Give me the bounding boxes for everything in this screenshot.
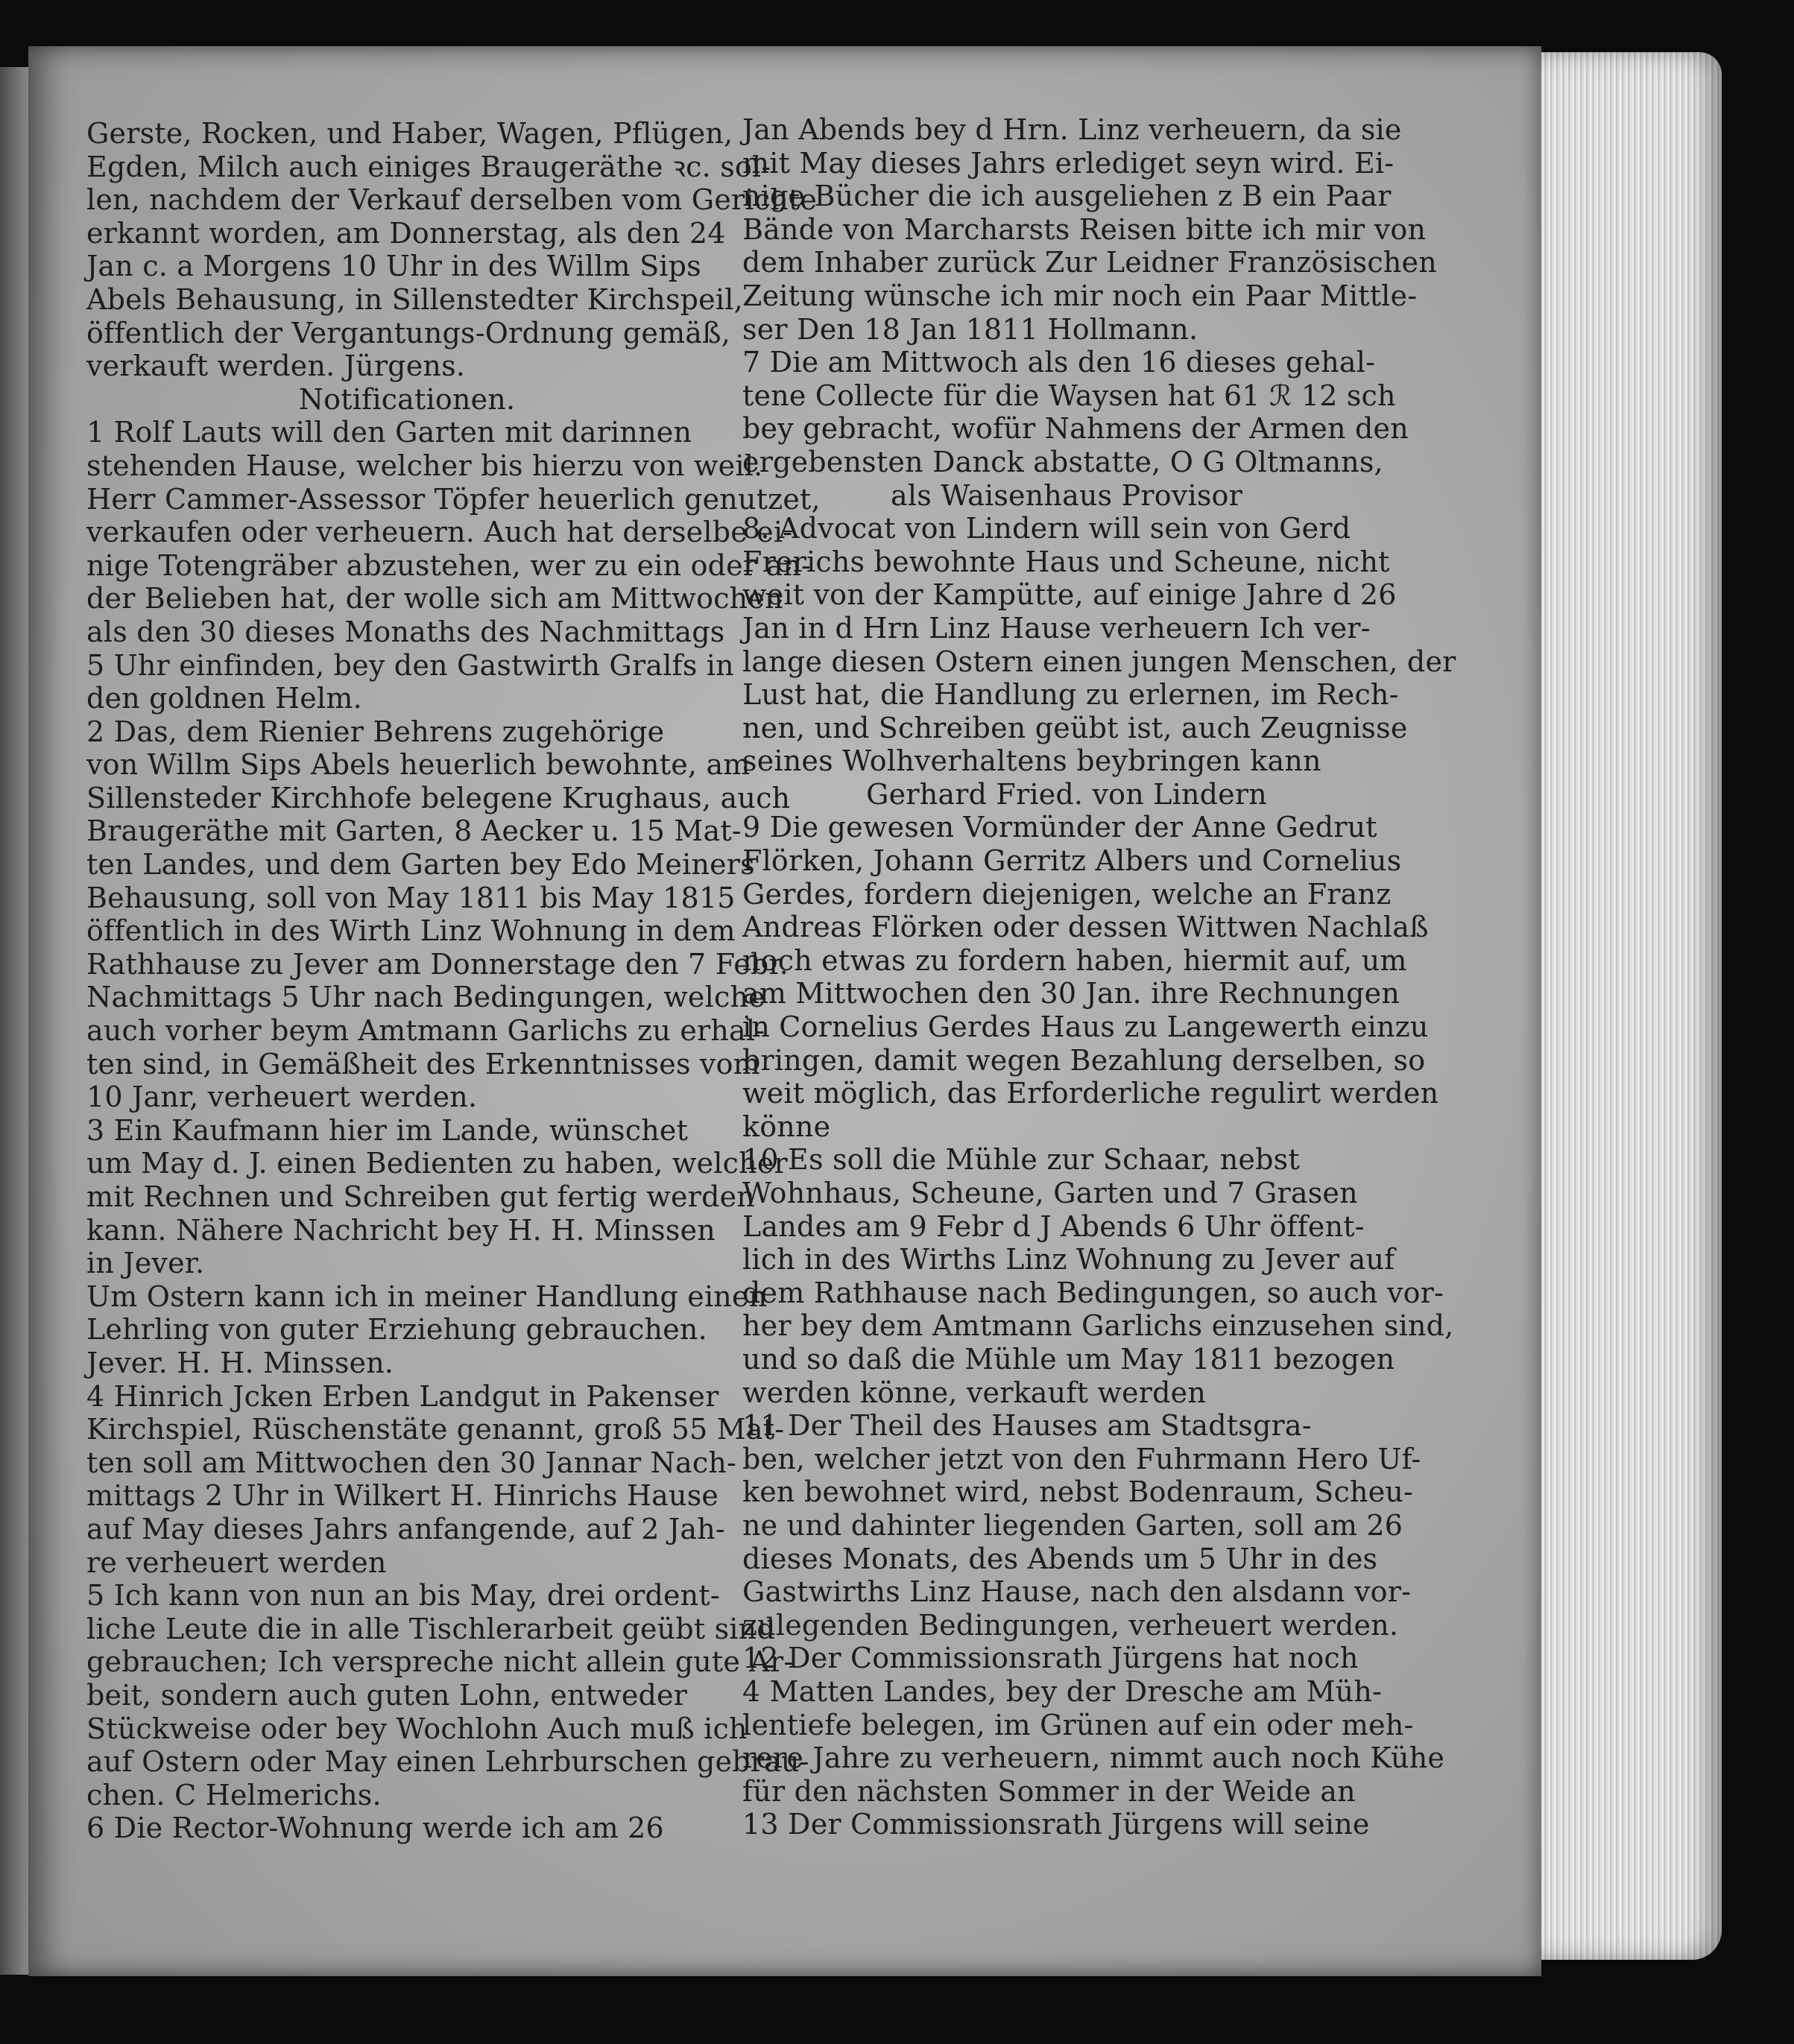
text-line: gebrauchen; Ich verspreche nicht allein gute Ar-: [86, 1645, 794, 1679]
text-line: für den nächsten Sommer in der Weide an: [742, 1774, 1356, 1808]
text-line: 11 Der Theil des Hauses am Stadtsgra-: [742, 1409, 1312, 1443]
text-line: Egden, Milch auch einiges Braugeräthe ꝛc. sol-: [86, 150, 771, 183]
text-line: Gerdes, fordern diejenigen, welche an Franz: [742, 877, 1392, 911]
text-line: weit von der Kampütte, auf einige Jahre d 26: [742, 578, 1397, 612]
text-line: Sillensteder Kirchhofe belegene Krughaus, auch: [86, 781, 791, 814]
text-line: 4 Hinrich Jcken Erben Landgut in Pakenser: [86, 1379, 719, 1413]
text-line: 12 Der Commissionsrath Jürgens hat noch: [742, 1642, 1359, 1675]
text-line: werden könne, verkauft werden: [742, 1376, 1207, 1409]
text-line: ne und dahinter liegenden Garten, soll am 26: [742, 1508, 1403, 1542]
text-line: 1 Rolf Lauts will den Garten mit darinnen: [86, 416, 692, 449]
text-line: noch etwas zu fordern haben, hiermit auf, um: [742, 943, 1407, 977]
text-line: 10 Janr, verheuert werden.: [86, 1080, 478, 1114]
text-line: bey gebracht, wofür Nahmens der Armen den: [742, 412, 1409, 446]
text-line: verkaufen oder verheuern. Auch hat derselbe ei-: [86, 516, 793, 549]
text-line: auf Ostern oder May einen Lehrburschen gebrau-: [86, 1745, 809, 1779]
text-line: 5 Uhr einfinden, bey den Gastwirth Gralfs in: [86, 648, 734, 682]
text-line: mittags 2 Uhr in Wilkert H. Hinrichs Hause: [86, 1479, 719, 1513]
text-line: Jan Abends bey d Hrn. Linz verheuern, da sie: [742, 113, 1402, 146]
text-line: 6 Die Rector-Wohnung werde ich am 26: [86, 1812, 664, 1845]
text-line: 4 Matten Landes, bey der Dresche am Müh-: [742, 1674, 1383, 1708]
text-line: tene Collecte für die Waysen hat 61 ℛ 12 sch: [742, 379, 1396, 412]
text-line: Lehrling von guter Erziehung gebrauchen.: [86, 1313, 707, 1347]
text-line: dem Rathhause nach Bedingungen, so auch vor-: [742, 1276, 1444, 1309]
text-line: Jan c. a Morgens 10 Uhr in des Willm Sips: [86, 250, 701, 283]
text-line: verkauft werden. Jürgens.: [86, 349, 466, 383]
text-line: chen. C Helmerichs.: [86, 1778, 382, 1812]
text-line: ser Den 18 Jan 1811 Hollmann.: [742, 312, 1198, 346]
text-line: 13 Der Commissionsrath Jürgens will seine: [742, 1808, 1370, 1841]
text-line: mit Rechnen und Schreiben gut fertig werden: [86, 1180, 755, 1213]
text-line: Frerichs bewohnte Haus und Scheune, nicht: [742, 545, 1390, 578]
text-line: in Jever.: [86, 1247, 205, 1280]
text-line: len, nachdem der Verkauf derselben vom Gerichte: [86, 183, 818, 217]
text-line: 10 Es soll die Mühle zur Schaar, nebst: [742, 1143, 1300, 1177]
text-line: am Mittwochen den 30 Jan. ihre Rechnungen: [742, 977, 1400, 1010]
text-line: 3 Ein Kaufmann hier im Lande, wünschet: [86, 1113, 689, 1147]
text-line: nige Bücher die ich ausgeliehen z B ein Paar: [742, 180, 1392, 213]
text-line: stehenden Hause, welcher bis hierzu von weil.: [86, 449, 763, 482]
text-line: Bände von Marcharsts Reisen bitte ich mir von: [742, 212, 1427, 246]
text-line: ten Landes, und dem Garten bey Edo Meiners: [86, 848, 755, 882]
text-line: Landes am 9 Febr d J Abends 6 Uhr öffent-: [742, 1209, 1365, 1243]
text-line: der Belieben hat, der wolle sich am Mittwochen: [86, 582, 783, 616]
text-line: dieses Monats, des Abends um 5 Uhr in des: [742, 1542, 1378, 1575]
text-line: Flörken, Johann Gerritz Albers und Cornelius: [742, 844, 1402, 878]
text-line: ergebensten Danck abstatte, O G Oltmanns,: [742, 445, 1383, 478]
text-line: ten soll am Mittwochen den 30 Jannar Nach-: [86, 1446, 737, 1479]
text-line: nige Totengräber abzustehen, wer zu ein oder an-: [86, 548, 812, 582]
text-line: Braugeräthe mit Garten, 8 Aecker u. 15 Mat-: [86, 814, 742, 848]
text-line: Jan in d Hrn Linz Hause verheuern Ich ver-: [742, 611, 1371, 645]
text-line: ten sind, in Gemäßheit des Erkenntnisses vom: [86, 1047, 760, 1080]
text-line: Andreas Flörken oder dessen Wittwen Nachlaß: [742, 911, 1429, 944]
text-line: Jever. H. H. Minssen.: [86, 1346, 394, 1379]
text-line: Notificationen.: [298, 382, 516, 416]
text-line: als den 30 dieses Monaths des Nachmittags: [86, 615, 725, 648]
text-line: lich in des Wirths Linz Wohnung zu Jever auf: [742, 1243, 1395, 1276]
text-line: auch vorher beym Amtmann Garlichs zu erhal-: [86, 1014, 765, 1048]
text-line: Nachmittags 5 Uhr nach Bedingungen, welche: [86, 981, 765, 1014]
text-line: 9 Die gewesen Vormünder der Anne Gedrut: [742, 811, 1377, 844]
text-line: öffentlich in des Wirth Linz Wohnung in dem: [86, 914, 736, 948]
text-line: Abels Behausung, in Sillenstedter Kirchspeil,: [86, 282, 743, 316]
text-line: Gastwirths Linz Hause, nach den alsdann vor-: [742, 1575, 1412, 1609]
text-line: als Waisenhaus Provisor: [891, 478, 1242, 512]
text-line: mit May dieses Jahrs erlediget seyn wird. Ei-: [742, 146, 1395, 180]
text-line: seines Wolhverhaltens beybringen kann: [742, 744, 1321, 778]
text-line: 5 Ich kann von nun an bis May, drei ordent-: [86, 1579, 720, 1613]
text-line: könne: [742, 1110, 831, 1143]
page-edges: [1535, 52, 1722, 1960]
text-line: Gerhard Fried. von Lindern: [866, 777, 1267, 811]
text-line: Herr Cammer-Assessor Töpfer heuerlich genutzet,: [86, 482, 821, 516]
text-line: öffentlich der Vergantungs-Ordnung gemäß,: [86, 316, 731, 349]
text-line: nen, und Schreiben geübt ist, auch Zeugnisse: [742, 711, 1408, 744]
text-line: 8. Advocat von Lindern will sein von Gerd: [742, 512, 1351, 545]
text-line: Gerste, Rocken, und Haber, Wagen, Pflügen,: [86, 117, 733, 150]
text-line: von Willm Sips Abels heuerlich bewohnte, am: [86, 748, 751, 782]
text-line: lentiefe belegen, im Grünen auf ein oder meh-: [742, 1708, 1414, 1741]
text-line: ben, welcher jetzt von den Fuhrmann Hero Uf-: [742, 1442, 1421, 1475]
text-line: Kirchspiel, Rüschenstäte genannt, groß 55 Mat-: [86, 1413, 785, 1446]
text-line: kann. Nähere Nachricht bey H. H. Minssen: [86, 1213, 716, 1247]
text-line: auf May dieses Jahrs anfangende, auf 2 Jah-: [86, 1512, 725, 1545]
text-line: Rathhause zu Jever am Donnerstage den 7 Febr.: [86, 947, 789, 981]
text-line: lange diesen Ostern einen jungen Menschen, der: [742, 645, 1456, 678]
text-line: um May d. J. einen Bedienten zu haben, welcher: [86, 1147, 788, 1180]
text-line: Zeitung wünsche ich mir noch ein Paar Mittle-: [742, 279, 1418, 312]
text-line: Stückweise oder bey Wochlohn Auch muß ich: [86, 1712, 748, 1745]
text-line: den goldnen Helm.: [86, 682, 362, 715]
text-line: re verheuert werden: [86, 1545, 387, 1579]
book-page: [28, 46, 1541, 1976]
text-line: bringen, damit wegen Bezahlung derselben, so: [742, 1043, 1426, 1077]
text-line: rere Jahre zu verheuern, nimmt auch noch Kühe: [742, 1741, 1445, 1775]
right-text-column: [742, 113, 1456, 1841]
text-line: 7 Die am Mittwoch als den 16 dieses gehal-: [742, 346, 1376, 379]
left-page-edge: [0, 67, 30, 1975]
text-line: Um Ostern kann ich in meiner Handlung einen: [86, 1279, 768, 1313]
text-line: beit, sondern auch guten Lohn, entweder: [86, 1678, 688, 1712]
text-line: liche Leute die in alle Tischlerarbeit geübt sind: [86, 1612, 775, 1645]
text-line: Wohnhaus, Scheune, Garten und 7 Grasen: [742, 1177, 1358, 1209]
text-line: weit möglich, das Erforderliche regulirt werden: [742, 1077, 1439, 1110]
text-line: zulegenden Bedingungen, verheuert werden.: [742, 1608, 1399, 1642]
text-line: dem Inhaber zurück Zur Leidner Französischen: [742, 246, 1437, 279]
text-line: ken bewohnet wird, nebst Bodenraum, Scheu-: [742, 1475, 1414, 1509]
text-line: in Cornelius Gerdes Haus zu Langewerth einzu: [742, 1010, 1429, 1044]
text-line: her bey dem Amtmann Garlichs einzusehen sind,: [742, 1309, 1454, 1343]
text-line: erkannt worden, am Donnerstag, als den 24: [86, 216, 726, 250]
text-line: 2 Das, dem Rienier Behrens zugehörige: [86, 715, 665, 748]
text-line: Lust hat, die Handlung zu erlernen, im Rech-: [742, 678, 1399, 712]
text-line: Behausung, soll von May 1811 bis May 1815: [86, 881, 736, 914]
text-line: und so daß die Mühle um May 1811 bezogen: [742, 1342, 1395, 1376]
